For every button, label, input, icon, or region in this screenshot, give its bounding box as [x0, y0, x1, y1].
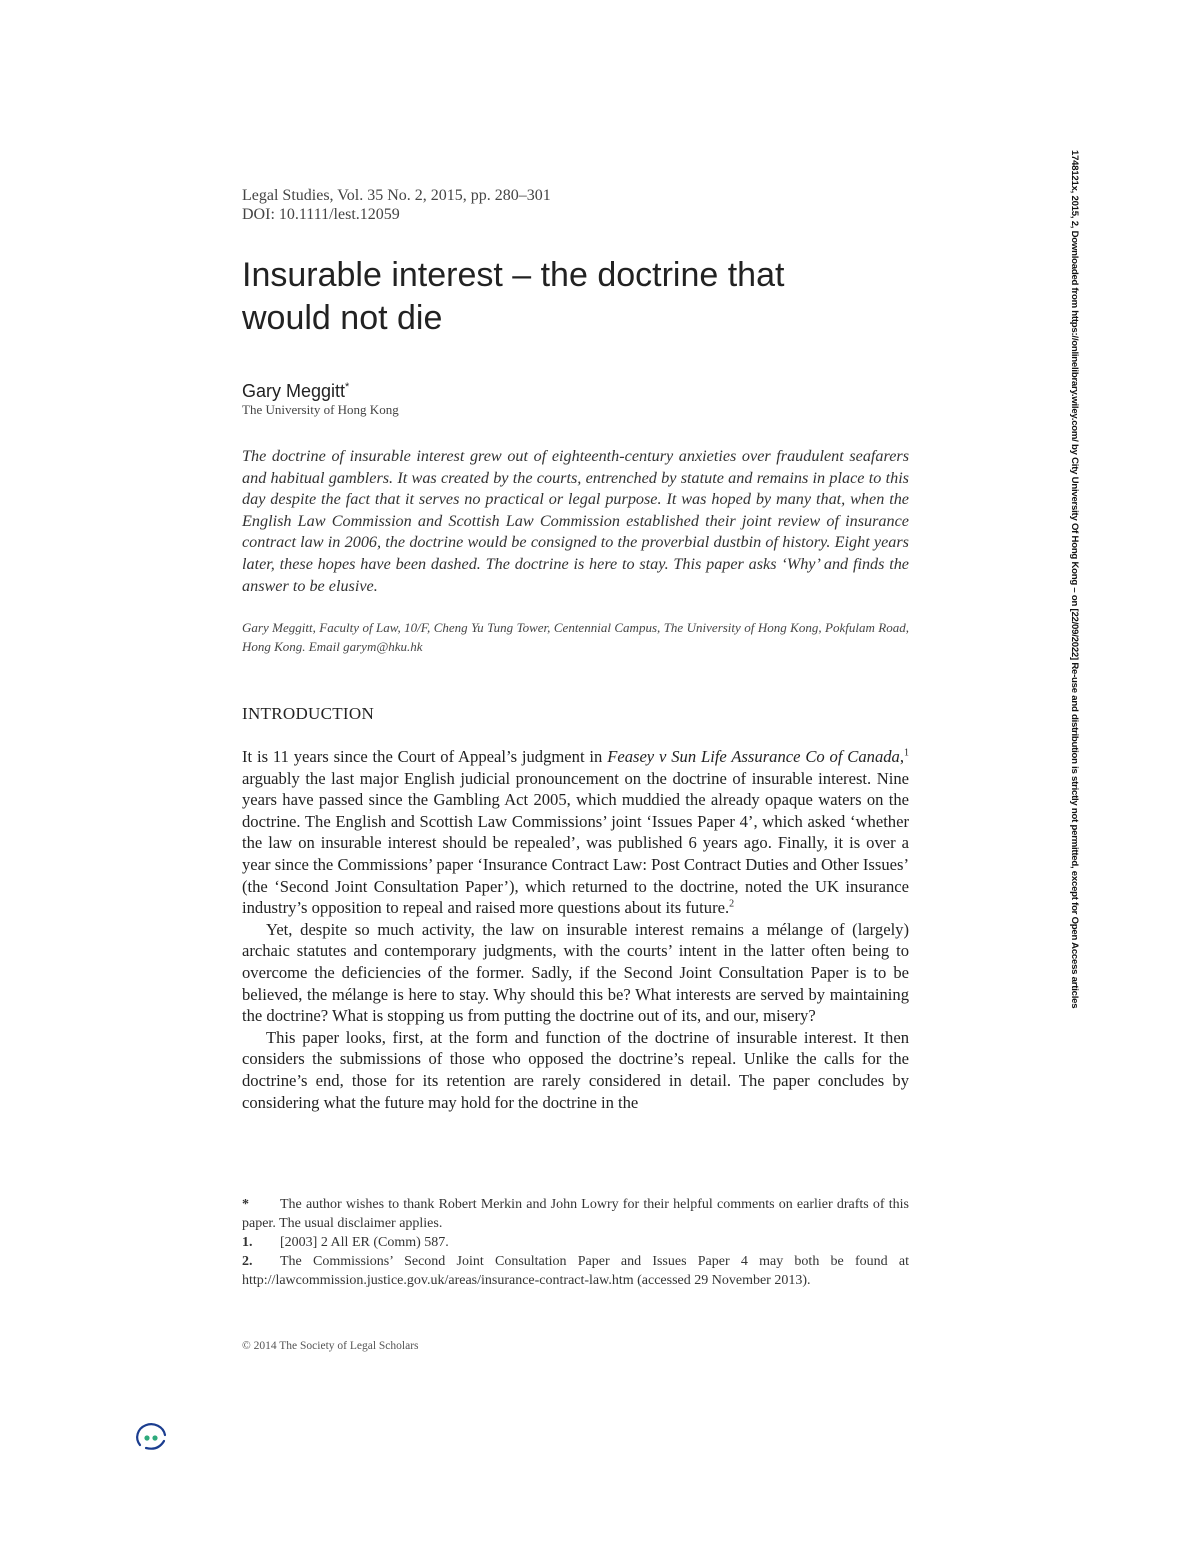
footnote-mark: 2.: [242, 1254, 253, 1269]
download-notice-sidebar: [1068, 150, 1082, 1020]
download-notice-text: 1748121x, 2015, 2, Downloaded from https://onlinelibrary.wiley.com/ by City University Of Hong Kong – on [22/09/2022] Re-use and distribution is strictly not permitted, except for Open Access articles: [1069, 150, 1080, 1009]
author-footnote-mark: *: [345, 381, 350, 393]
wiley-logo-icon: [134, 1419, 170, 1453]
doi-line: DOI: 10.1111/lest.12059: [242, 206, 400, 223]
footnote-1: 1. [2003] 2 All ER (Comm) 587.: [242, 1235, 449, 1250]
section-heading-introduction: INTRODUCTION: [242, 704, 375, 723]
article-title: Insurable interest – the doctrine that would not die: [242, 256, 785, 337]
footnote-ref-1: 1: [904, 747, 909, 759]
author-contact: Gary Meggitt, Faculty of Law, 10/F, Cheng Yu Tung Tower, Centennial Campus, The University of Hong Kong, Pokfulam Road, Hong Kong. Email garym@hku.hk: [242, 620, 909, 654]
footnote-mark: 1.: [242, 1235, 253, 1250]
footnote-mark: *: [242, 1197, 249, 1212]
paragraph-1: It is 11 years since the Court of Appeal’s judgment in Feasey v Sun Life Assurance Co of Canada,$^1$ arguably the last major English judicial pronouncement on the doctrine of insurable interest. Nine years have passed since the Gambling Act 2005, which muddied the already opaque waters on the doctrine. The English and Scottish Law Commissions’ joint ‘Issues Paper 4’, which asked ‘whether the law on insurable interest should be repealed’, was published 6 years ago. Finally, it is over a year since the Commissions’ paper ‘Insurance Contract Law: Post Contract Duties and Other Issues’ (the ‘Second Joint Consultation Paper’), which returned to the doctrine, noted the UK insurance industry’s opposition to repeal and raised more questions about its future.$^2$: [242, 747, 909, 918]
wiley-logo-svg: [134, 1419, 170, 1453]
journal-citation: Legal Studies, Vol. 35 No. 2, 2015, pp. 280–301: [242, 187, 551, 204]
footnotes: [242, 1195, 909, 1290]
footnote-author: * The author wishes to thank Robert Merkin and John Lowry for their helpful comments on earlier drafts of this paper. The usual disclaimer applies.: [242, 1197, 909, 1231]
case-name: Feasey v Sun Life Assurance Co of Canada: [607, 747, 900, 766]
paragraph-2: Yet, despite so much activity, the law on insurable interest remains a mélange of (largely) archaic statutes and contemporary judgments, with the courts’ intent in the latter often being to overcome the deficiencies of the former. Sadly, if the Second Joint Consultation Paper is to be believed, the mélange is here to stay. Why should this be? What interests are served by maintaining the doctrine? What is stopping us from putting the doctrine out of its, and our, misery?: [242, 919, 909, 1026]
paragraph-3: This paper looks, first, at the form and function of the doctrine of insurable interest. It then considers the submissions of those who opposed the doctrine’s repeal. Unlike the calls for the doctrine’s end, those for its retention are rarely considered in detail. The paper concludes by considering what the future may hold for the doctrine in the: [242, 1027, 909, 1112]
journal-header: [242, 186, 551, 224]
author-affiliation: The University of Hong Kong: [242, 402, 399, 417]
abstract: The doctrine of insurable interest grew out of eighteenth-century anxieties over fraudulent seafarers and habitual gamblers. It was created by the courts, entrenched by statute and remains in place to this day despite the fact that it serves no practical or legal purpose. It was hoped by many that, when the English Law Commission and Scottish Law Commission established their joint review of insurance contract law in 2006, the doctrine would be consigned to the proverbial dustbin of history. Eight years later, these hopes have been dashed. The doctrine is here to stay. This paper asks ‘Why’ and finds the answer to be elusive.: [242, 447, 909, 595]
footnote-ref-2: 2: [729, 898, 735, 910]
author-name-text: Gary Meggitt: [242, 381, 346, 401]
author-name: [242, 381, 349, 402]
introduction-body: [242, 746, 909, 1113]
copyright-notice: © 2014 The Society of Legal Scholars: [242, 1340, 419, 1352]
footnote-2: 2. The Commissions’ Second Joint Consultation Paper and Issues Paper 4 may both be found at http://lawcommission.justice.gov.uk/areas/insurance-contract-law.htm (accessed 29 November 2013).: [242, 1254, 909, 1288]
